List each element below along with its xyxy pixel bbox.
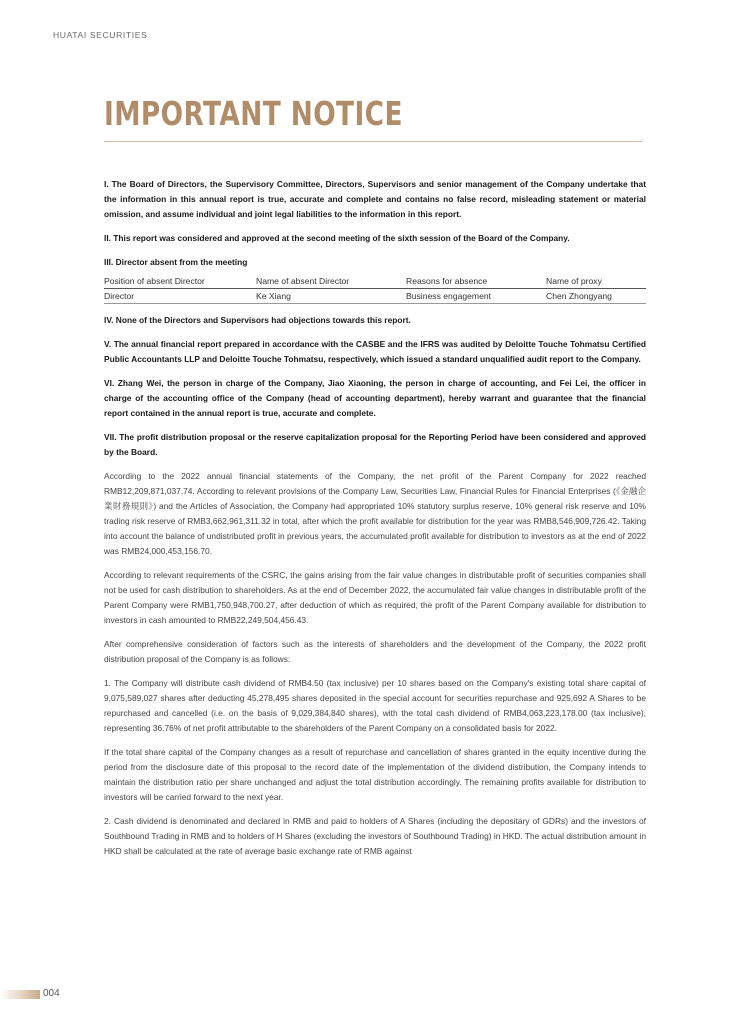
company-header: HUATAI SECURITIES (53, 30, 148, 40)
profit-distribution-body (104, 469, 646, 859)
table-row (104, 289, 646, 304)
table-cell: Chen Zhongyang (546, 289, 646, 304)
table-cell: Ke Xiang (256, 289, 406, 304)
paragraph-warranty: VI. Zhang Wei, the person in charge of the Company, Jiao Xiaoning, the person in charge of accounting, and Fei Lei, the officer in charge of the accounting office of the Company (head of accounting department), hereby warrant and guarantee that the financial report contained in the annual report is true, accurate and complete. (104, 378, 646, 418)
absent-director-table (104, 274, 646, 304)
paragraph-no-objections: IV. None of the Directors and Supervisors had objections towards this report. (104, 315, 411, 325)
footer-accent-bar (0, 990, 40, 999)
table-header-cell: Position of absent Director (104, 274, 256, 289)
paragraph-fair-value: According to relevant requirements of the CSRC, the gains arising from the fair value changes in distributable profit of securities companies shall not be used for cash distribution to shareholders. As at the end of December 2022, the accumulated fair value changes in distributable profit of the Parent Company were RMB1,750,948,700.27, after deduction of which as required, the profit of the Parent Company available for distribution to investors in cash amounted to RMB22,249,504,456.43. (104, 570, 646, 625)
table-cell: Business engagement (406, 289, 546, 304)
notice-content (104, 177, 646, 868)
paragraph-currency: 2. Cash dividend is denominated and declared in RMB and paid to holders of A Shares (including the depositary of GDRs) and the investors of Southbound Trading in RMB and to holders of H Shares (excluding the investors of Southbound Trading) in HKD. The actual distribution amount in HKD shall be calculated at the rate of average basic exchange rate of RMB against (104, 816, 646, 856)
table-header-row (104, 274, 646, 289)
table-header-cell: Name of absent Director (256, 274, 406, 289)
page-title: IMPORTANT NOTICE (104, 94, 403, 133)
paragraph-cash-dividend: 1. The Company will distribute cash dividend of RMB4.50 (tax inclusive) per 10 shares based on the Company's existing total share capital of 9,075,589,027 shares after deducting 45,278,495 shares deposited in the special account for securities repurchase and 925,692 A Shares to be repurchased and cancelled (i.e. on the basis of 9,029,384,840 shares), with the total cash dividend of RMB4,063,223,178.00 (tax inclusive), representing 36.76% of net profit attributable to the shareholders of the Parent Company on a consolidated basis for 2022. (104, 678, 646, 733)
paragraph-board-undertaking: I. The Board of Directors, the Supervisory Committee, Directors, Supervisors and senior management of the Company undertake that the information in this annual report is true, accurate and complete and contains no false record, misleading statement or material omission, and assume individual and joint legal liabilities to the information in this report. (104, 179, 646, 219)
title-divider (104, 141, 642, 142)
paragraph-share-capital-change: If the total share capital of the Company changes as a result of repurchase and cancellation of shares granted in the equity incentive during the period from the disclosure date of this proposal to the record date of the implementation of the dividend distribution, the Company intends to maintain the distribution ratio per share unchanged and adjust the total distribution accordingly. The remaining profits available for distribution to investors will be carried forward to the next year. (104, 747, 646, 802)
table-cell: Director (104, 289, 256, 304)
table-header-cell: Name of proxy (546, 274, 646, 289)
paragraph-profit-proposal: VII. The profit distribution proposal or the reserve capitalization proposal for the Reporting Period have been considered and approved by the Board. (104, 432, 646, 457)
paragraph-absent-director: III. Director absent from the meeting (104, 257, 248, 267)
table-header-cell: Reasons for absence (406, 274, 546, 289)
paragraph-proposal-intro: After comprehensive consideration of factors such as the interests of shareholders and the development of the Company, the 2022 profit distribution proposal of the Company is as follows: (104, 639, 646, 664)
paragraph-net-profit: According to the 2022 annual financial statements of the Company, the net profit of the Parent Company for 2022 reached RMB12,209,871,037.74. According to relevant provisions of the Company Law, Securities Law, Financial Rules for Financial Enterprises (《金融企業財務規則》) and the Articles of Association, the Company had appropriated 10% statutory surplus reserve, 10% general risk reserve and 10% trading risk reserve of RMB3,662,961,311.32 in total, after which the profit available for distribution for the year was RMB8,546,909,726.42. Taking into account the balance of undistributed profit in previous years, the accumulated profit available for distribution to investors as at the end of 2022 was RMB24,000,453,156.70. (104, 471, 646, 556)
paragraph-report-approval: II. This report was considered and approved at the second meeting of the sixth session of the Board of the Company. (104, 233, 570, 243)
page-number: 004 (43, 988, 60, 999)
paragraph-audit: V. The annual financial report prepared in accordance with the CASBE and the IFRS was audited by Deloitte Touche Tohmatsu Certified Public Accountants LLP and Deloitte Touche Tohmatsu, respectively, which issued a standard unqualified audit report to the Company. (104, 339, 646, 364)
